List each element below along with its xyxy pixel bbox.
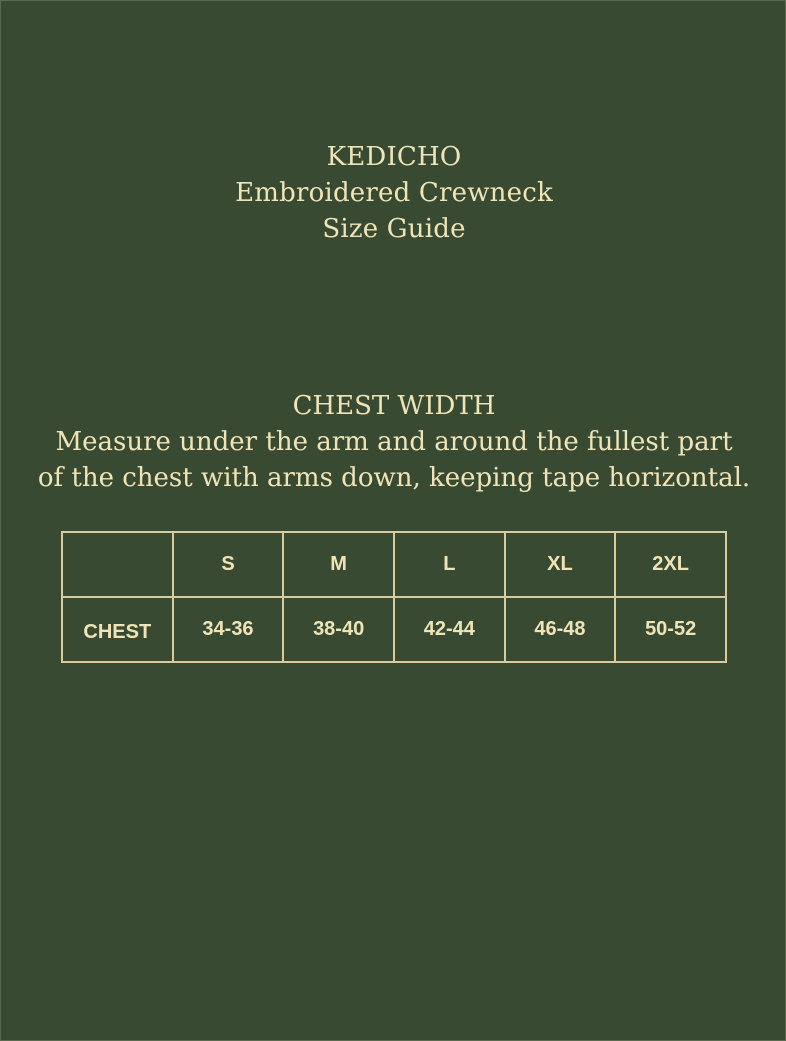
size-header-row <box>62 532 726 597</box>
chest-value-s: 34-36 <box>173 597 284 662</box>
row-label-chest: CHEST <box>62 597 173 662</box>
size-table <box>61 531 727 663</box>
table-row <box>62 597 726 662</box>
chest-value-xl: 46-48 <box>505 597 616 662</box>
chest-value-2xl: 50-52 <box>615 597 726 662</box>
chest-value-l: 42-44 <box>394 597 505 662</box>
product-name: Embroidered Crewneck <box>235 178 553 208</box>
measurement-instruction-line-2: of the chest with arms down, keeping tape horizontal. <box>37 463 751 493</box>
guide-title: Size Guide <box>322 214 466 244</box>
size-header-m: M <box>283 532 394 597</box>
corner-cell <box>62 532 173 597</box>
size-header-l: L <box>394 532 505 597</box>
measurement-block <box>1 388 786 496</box>
title-block <box>1 139 786 247</box>
size-header-2xl: 2XL <box>615 532 726 597</box>
measurement-instruction-line-1: Measure under the arm and around the fullest part <box>55 427 733 457</box>
chest-value-m: 38-40 <box>283 597 394 662</box>
measurement-heading: CHEST WIDTH <box>292 391 496 421</box>
brand-name: KEDICHO <box>326 142 462 172</box>
size-header-xl: XL <box>505 532 616 597</box>
size-header-s: S <box>173 532 284 597</box>
